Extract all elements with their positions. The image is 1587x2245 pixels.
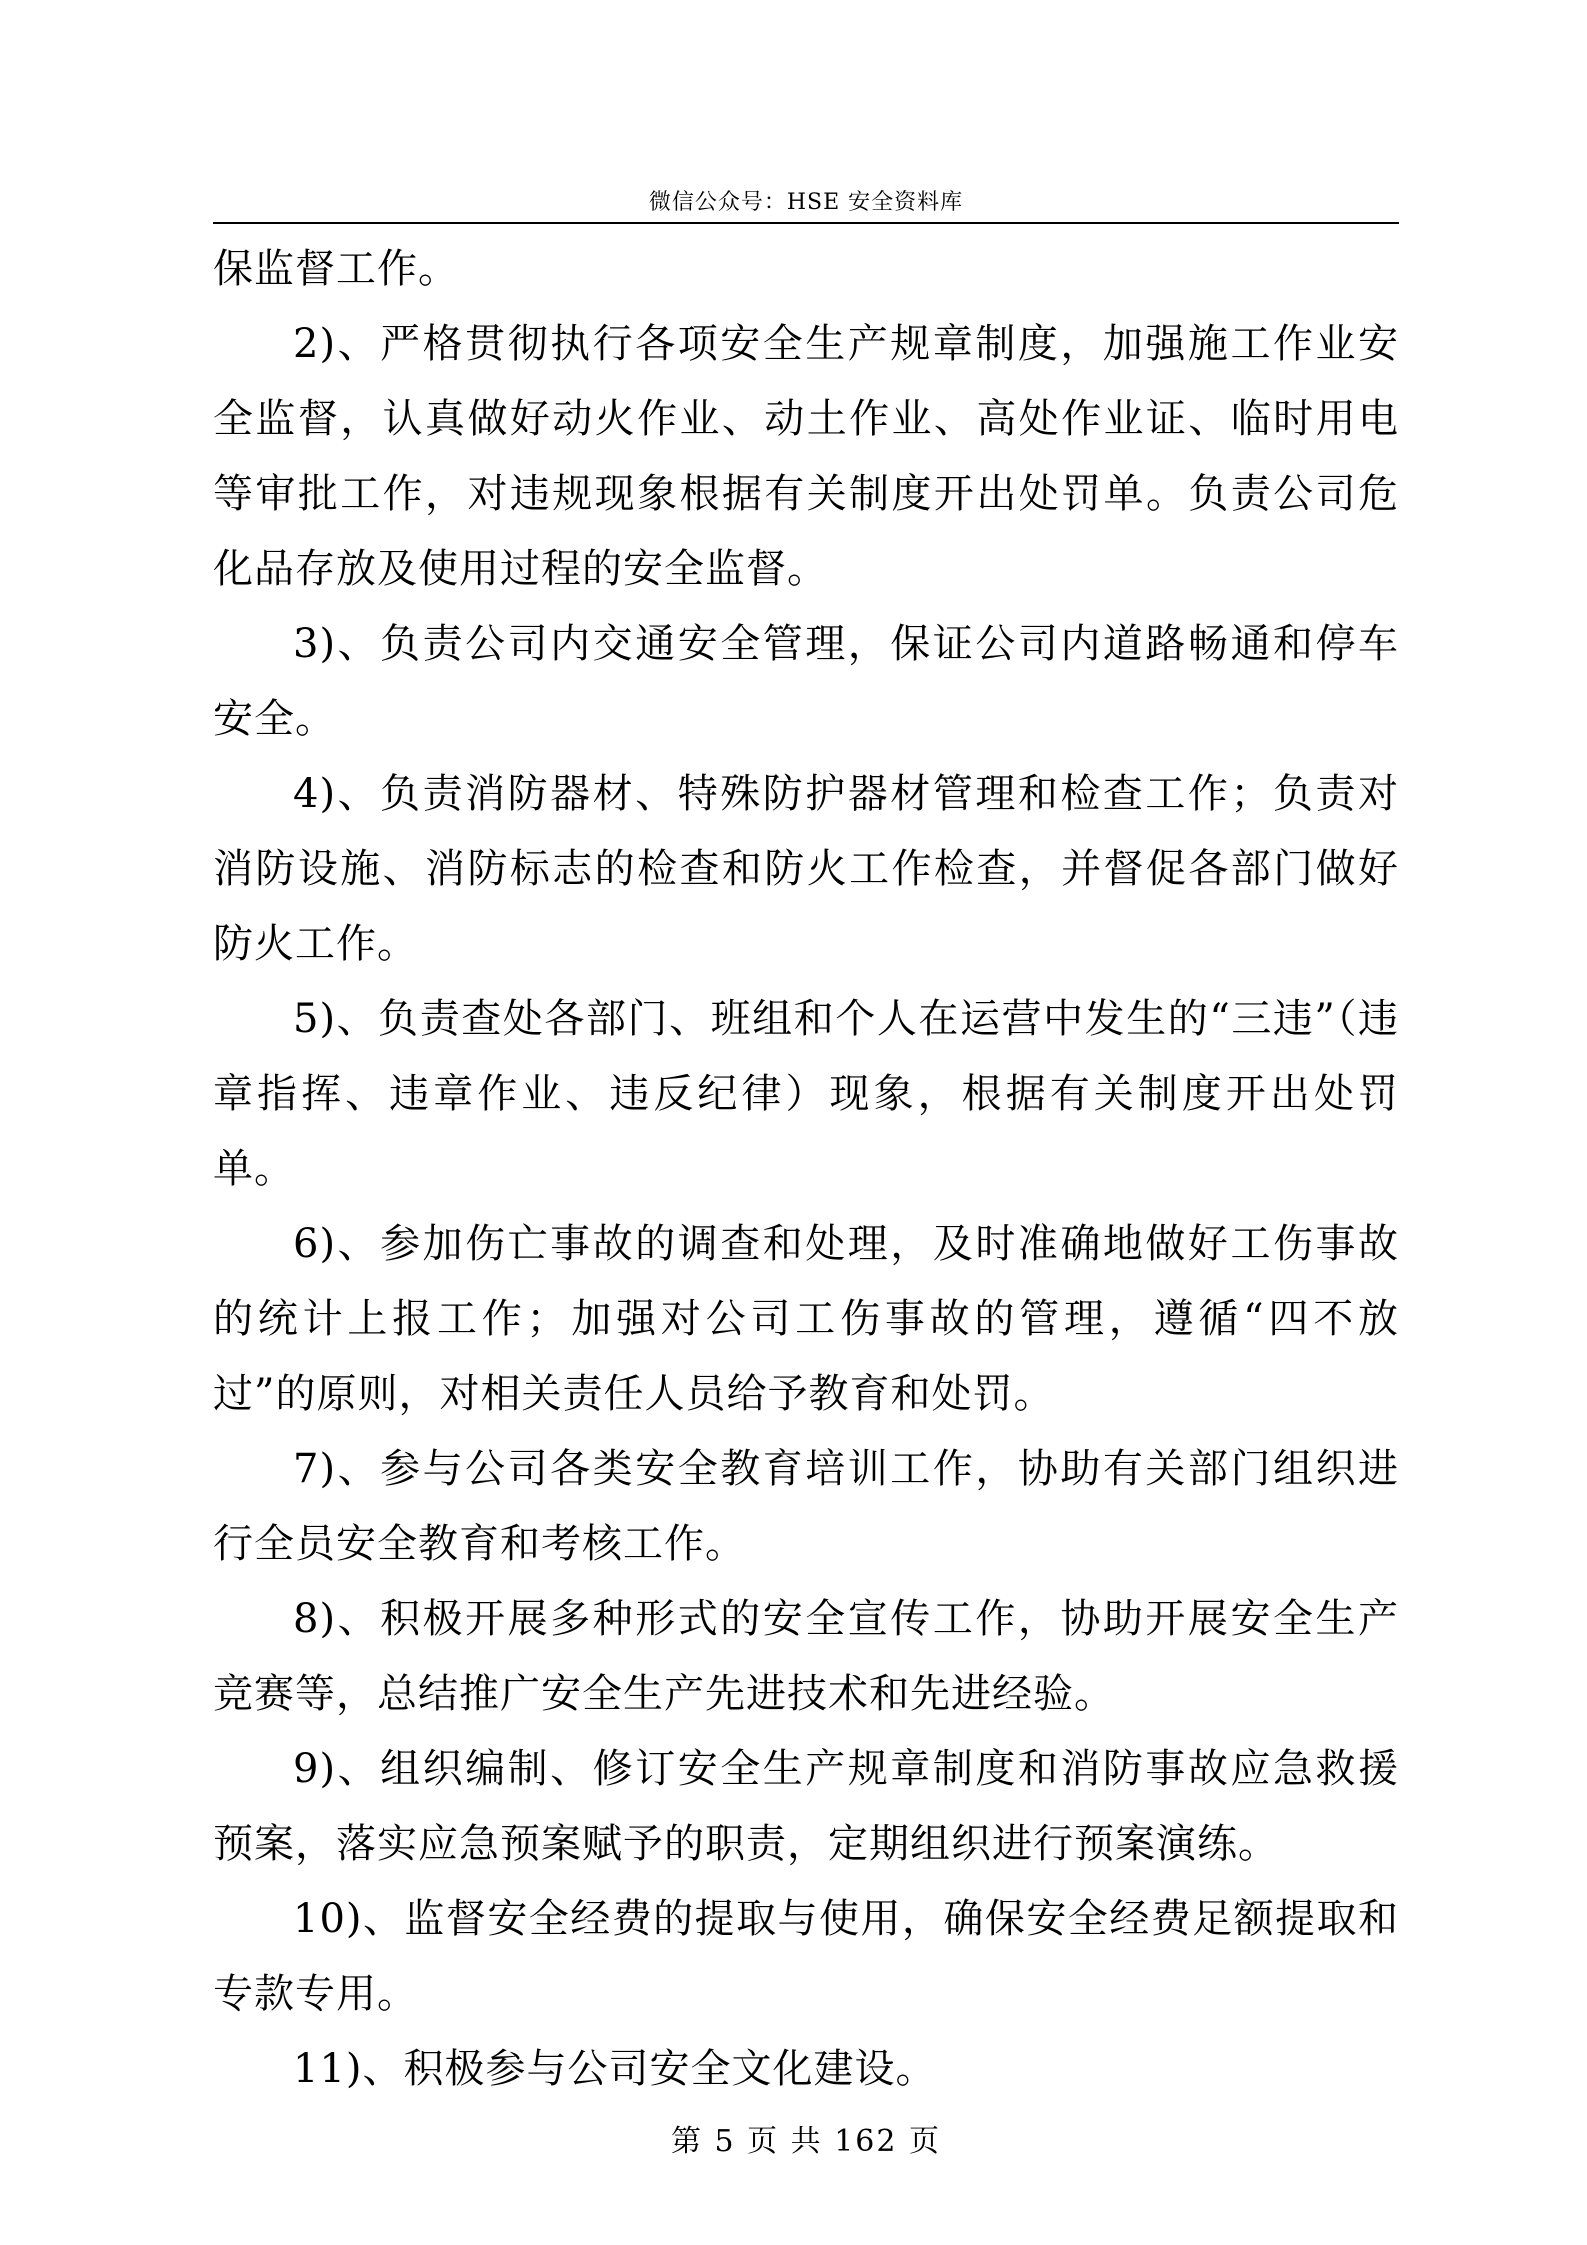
document-body bbox=[213, 232, 1399, 2107]
paragraph-item-3: 3)、负责公司内交通安全管理，保证公司内道路畅通和停车安全。 bbox=[213, 621, 1399, 742]
page-header: 微信公众号：HSE 安全资料库 bbox=[648, 190, 964, 215]
header-divider bbox=[213, 222, 1399, 224]
paragraph-item-9: 9)、组织编制、修订安全生产规章制度和消防事故应急救援预案，落实应急预案赋予的职责，定期组织进行预案演练。 bbox=[213, 1746, 1399, 1867]
paragraph-item-5: 5)、负责查处各部门、班组和个人在运营中发生的“三违”（违章指挥、违章作业、违反纪律）现象，根据有关制度开出处罚单。 bbox=[213, 996, 1399, 1192]
paragraph-item-8: 8)、积极开展多种形式的安全宣传工作，协助开展安全生产竞赛等，总结推广安全生产先进技术和先进经验。 bbox=[213, 1596, 1399, 1717]
paragraph-item-11: 11)、积极参与公司安全文化建设。 bbox=[293, 2046, 937, 2092]
paragraph-continuation: 保监督工作。 bbox=[213, 246, 459, 292]
page-number-footer: 第 5 页 共 162 页 bbox=[670, 2124, 942, 2159]
paragraph-item-6: 6)、参加伤亡事故的调查和处理，及时准确地做好工伤事故的统计上报工作；加强对公司工伤事故的管理，遵循“四不放过”的原则，对相关责任人员给予教育和处罚。 bbox=[213, 1221, 1399, 1417]
paragraph-item-10: 10)、监督安全经费的提取与使用，确保安全经费足额提取和专款专用。 bbox=[213, 1896, 1399, 2017]
paragraph-item-4: 4)、负责消防器材、特殊防护器材管理和检查工作；负责对消防设施、消防标志的检查和防火工作检查，并督促各部门做好防火工作。 bbox=[213, 771, 1399, 967]
paragraph-item-2: 2)、严格贯彻执行各项安全生产规章制度，加强施工作业安全监督，认真做好动火作业、动土作业、高处作业证、临时用电等审批工作，对违规现象根据有关制度开出处罚单。负责公司危化品存放及使用过程的安全监督。 bbox=[213, 321, 1399, 592]
paragraph-item-7: 7)、参与公司各类安全教育培训工作，协助有关部门组织进行全员安全教育和考核工作。 bbox=[213, 1446, 1399, 1567]
